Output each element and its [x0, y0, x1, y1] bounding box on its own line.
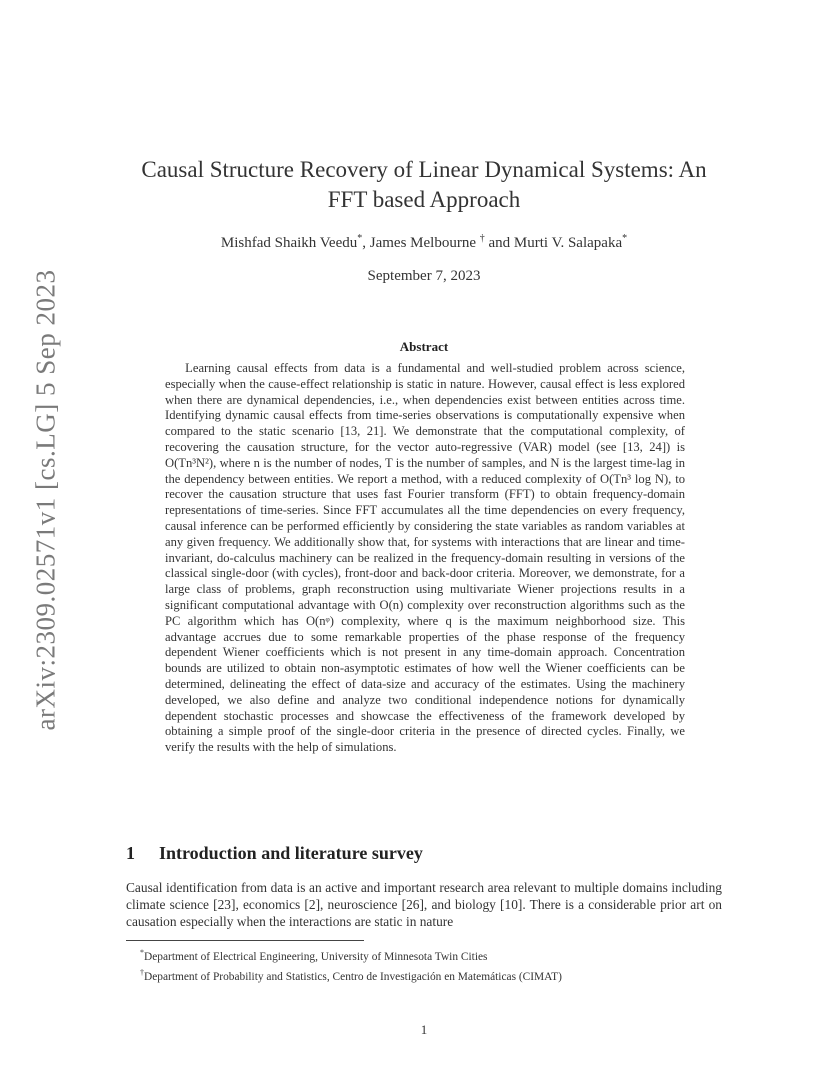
footnotes: [140, 945, 720, 985]
author-name: James Melbourne: [369, 235, 476, 251]
footnote: [140, 965, 720, 985]
abstract-heading: Abstract: [399, 339, 449, 354]
footnote-divider: [126, 940, 364, 941]
page-number: 1: [420, 1022, 428, 1037]
author-name: Mishfad Shaikh Veedu: [220, 235, 358, 251]
affiliation-mark: †: [479, 233, 485, 244]
arxiv-identifier-stamp: arXiv:2309.02571v1 [cs.LG] 5 Sep 2023: [30, 269, 61, 731]
footnote-text: Department of Probability and Statistics, Centro de Investigación en Matemáticas (CIMAT): [144, 970, 562, 983]
author-separator: ,: [362, 235, 370, 251]
author-separator: and: [484, 235, 514, 251]
publication-date: September 7, 2023: [367, 268, 481, 284]
abstract-text: Learning causal effects from data is a fundamental and well-studied problem across science, especially when the cause-effect relationship is static in nature. However, causal effect is less explored when there are dynamical dependencies, i.e., when dependencies exist between entities across time. Identifying dynamic causal effects from time-series observations is computationally expensive when compared to the static scenario [13, 21]. We demonstrate that the computational complexity, of recovering the causation structure, for the vector auto-regressive (VAR) model (see [13, 24]) is O(Tn³N²), where n is the number of nodes, T is the number of samples, and N is the largest time-lag in the dependency between entities. We report a method, with a reduced complexity of O(Tn³ log N), to recover the causation structure that uses fast Fourier transform (FFT) to obtain frequency-domain representations of time-series. Since FFT accumulates all the time dependencies on every frequency, causal inference can be performed efficiently by considering the state variables as random variables at any given frequency. We additionally show that, for systems with interactions that are linear and time-invariant, do-calculus machinery can be realized in the frequency-domain resulting in versions of the classical single-door (with cycles), front-door and back-door criteria. Moreover, we demonstrate, for a large class of problems, graph reconstruction using multivariate Wiener projections results in a significant computational advantage with O(n) complexity over reconstruction algorithms such as the PC algorithm which has O(nᵠ) complexity, where q is the maximum neighborhood size. This advantage accrues due to some remarkable properties of the phase response of the frequency dependent Wiener coefficients which is not present in any time-domain approach. Concentration bounds are utilized to obtain non-asymptotic estimates of how well the Wiener coefficients can be determined, delineating the effect of data-size and accuracy of the estimates. Using the machinery developed, we also define and analyze two conditional independence notions for dynamically dependent stochastic processes and showcase the effectiveness of the framework developed by obtaining a simple proof of the single-door criteria in the presence of directed cycles. Finally, we verify the results with the help of simulations.: [165, 361, 685, 755]
affiliation-mark: *: [357, 233, 363, 244]
section-text: Causal identification from data is an active and important research area relevant to multiple domains including climate science [23], economics [2], neuroscience [26], and biology [10]. There is a considerable prior art on causation especially when the interactions are static in nature: [126, 880, 722, 929]
footnote-mark: *: [140, 948, 144, 957]
section-title: Introduction and literature survey: [159, 843, 423, 863]
footnote: [140, 945, 720, 965]
section-number: 1: [126, 843, 135, 863]
footnote-text: Department of Electrical Engineering, University of Minnesota Twin Cities: [144, 950, 488, 963]
author-name: Murti V. Salapaka: [513, 235, 623, 251]
footnote-mark: †: [140, 967, 144, 977]
section-heading: [126, 843, 423, 864]
affiliation-mark: *: [622, 233, 628, 244]
author-list: [120, 233, 728, 252]
paper-title: Causal Structure Recovery of Linear Dynamical Systems: An FFT based Approach: [141, 157, 707, 212]
